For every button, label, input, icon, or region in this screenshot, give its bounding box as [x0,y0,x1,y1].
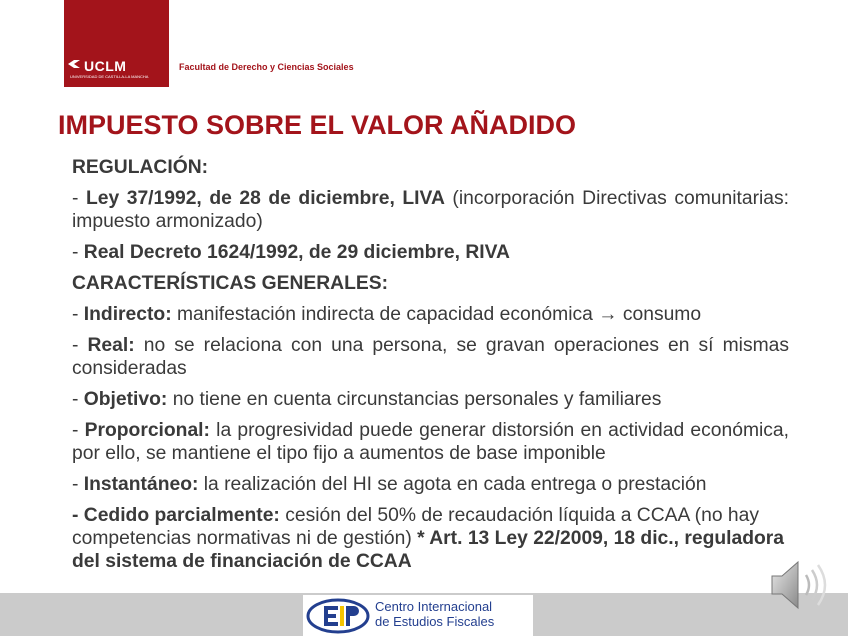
cedido-bold2: * Art. 13 Ley 22/2009, 18 dic., reguladora del sistema de financiación de CCAA [72,528,784,572]
proporcional-bold: Proporcional: [84,420,210,441]
cedido-bold: - Cedido parcialmente: [72,505,280,526]
proporcional-item [72,419,789,465]
cedido-rest: cesión del 50% de recaudación líquida a CCAA (no hay competencias normativas ni de gestión) [72,505,759,549]
real-item [72,334,789,380]
cief-mark-icon [306,598,370,634]
real-bold: Real: [87,335,135,356]
speaker-icon[interactable] [768,558,828,612]
dash: - [72,389,84,410]
ley-item [72,187,789,233]
indirecto-rest: manifestación indirecta de capacidad económica [171,304,599,325]
uclm-logo [64,0,169,87]
slide-content [72,156,789,581]
instantaneo-item [72,473,789,496]
logo-text: UCLM [84,58,127,74]
cief-logo [303,595,533,636]
dash: - [72,242,84,263]
cief-line2: de Estudios Fiscales [375,614,495,629]
dash: - [72,420,85,441]
objetivo-item [72,388,789,411]
logo-arrow-icon [68,60,80,68]
arrow-icon: → [598,304,618,325]
logo-subtext: UNIVERSIDAD DE CASTILLA-LA MANCHA [70,74,149,79]
cief-line1: Centro Internacional [375,599,493,614]
rd-item [72,241,789,264]
dash: - [72,188,86,209]
indirecto-end: consumo [617,304,702,325]
dash: - [72,335,88,356]
instantaneo-rest: la realización del HI se agota en cada entrega o prestación [198,474,707,495]
instantaneo-bold: Instantáneo: [83,474,199,495]
rd-bold: Real Decreto 1624/1992, de 29 diciembre, RIVA [83,242,510,263]
dash: - [72,474,84,495]
objetivo-rest: no tiene en cuenta circunstancias personales y familiares [167,389,662,410]
indirecto-bold: Indirecto: [83,304,172,325]
faculty-name: Facultad de Derecho y Ciencias Sociales [179,62,354,72]
cedido-item [72,504,789,573]
real-rest: no se relaciona con una persona, se gravan operaciones en sí mismas consideradas [72,335,790,379]
proporcional-rest: la progresividad puede generar distorsión en actividad económica, por ello, se mantiene el tipo fijo a aumentos de base imponible [72,420,790,464]
ley-bold: Ley 37/1992, de 28 de diciembre, LIVA [85,188,445,209]
slide-title: IMPUESTO SOBRE EL VALOR AÑADIDO [58,110,577,140]
dash: - [72,304,84,325]
regulacion-heading: REGULACIÓN: [72,157,209,178]
objetivo-bold: Objetivo: [83,389,168,410]
indirecto-item [72,303,789,326]
ley-rest: (incorporación Directivas comunitarias: impuesto armonizado) [72,188,789,232]
caracteristicas-heading: CARACTERÍSTICAS GENERALES: [72,273,389,294]
cief-text [375,599,494,629]
